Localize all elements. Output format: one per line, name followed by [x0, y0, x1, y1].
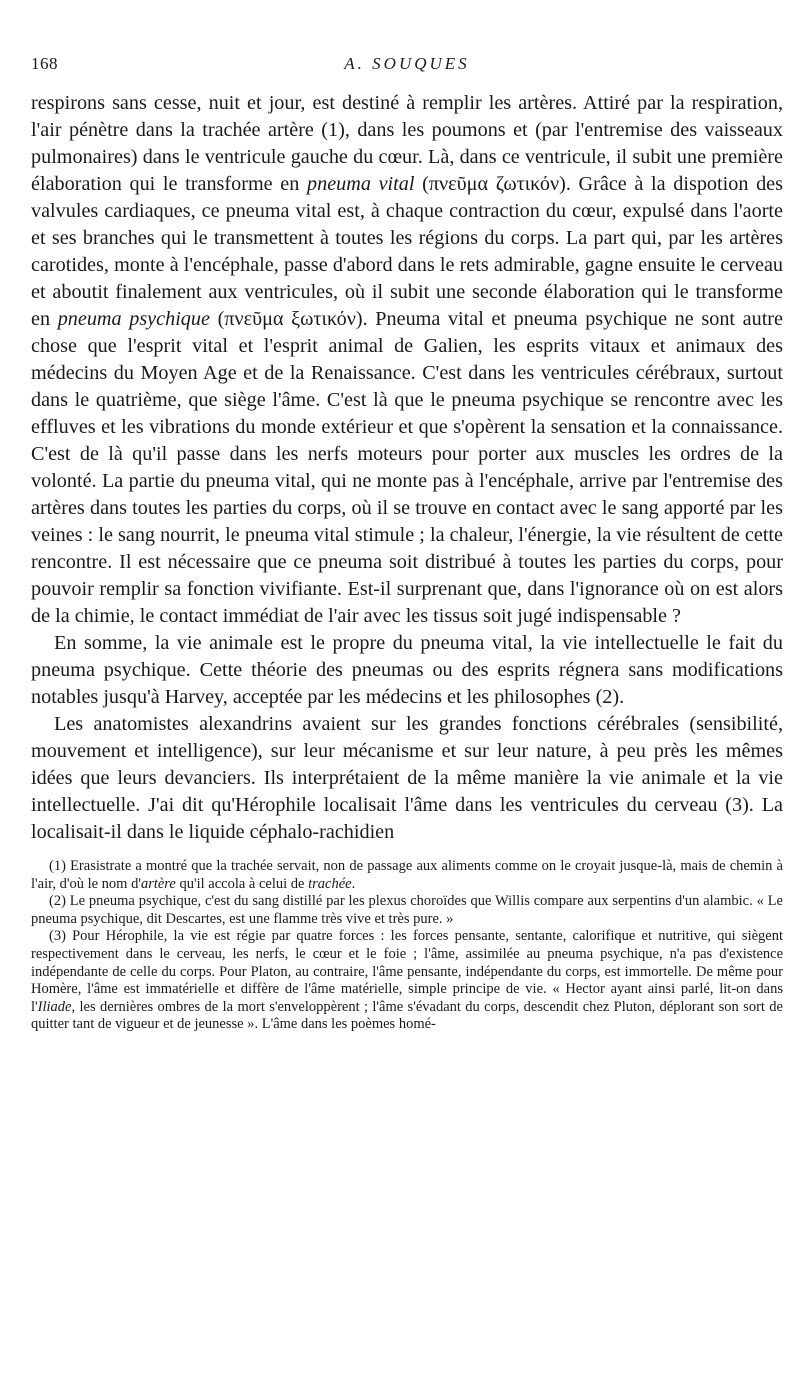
- running-title: A. SOUQUES: [344, 54, 470, 73]
- italic-term: pneuma vital: [307, 173, 415, 195]
- text-run: respirons sans cesse, nuit et jour, est destiné à remplir les artères. Attiré par la respiration, l'air pénètre dans la trachée artère (1), dans les poumons et (par l'entremise des vaisseaux pulmonaires) dans le ventricule gauche du cœur. Là, dans ce ventricule, il subit une première élaboration qui le transforme en: [31, 92, 783, 195]
- italic-term: pneuma psychique: [57, 308, 210, 330]
- paragraph: Les anatomistes alexandrins avaient sur les grandes fonctions cérébrales (sensibilité, mouvement et intelligence), sur leur mécanisme et sur leur nature, à peu près les mêmes idées que leurs devanciers. Ils interprétaient de la même manière la vie animale et la vie intellectuelle. J'ai dit qu'Hérophile localisait l'âme dans les ventricules du cerveau (3). La localisait-il dans le liquide céphalo-rachidien: [31, 713, 783, 843]
- page-number: 168: [31, 54, 58, 73]
- footnote: [31, 858, 783, 893]
- footnotes: [31, 858, 783, 1034]
- paragraph: [31, 90, 783, 630]
- footnote: [31, 928, 783, 1034]
- book-page: [31, 54, 783, 1034]
- italic-term: trachée: [308, 875, 352, 892]
- text-run: , les dernières ombres de la mort s'enveloppèrent ; l'âme s'évadant du corps, descendit chez Pluton, déplorant son sort de quitter tant de vigueur et de jeunesse ». L'âme dans les poèmes homé-: [31, 998, 783, 1033]
- text-run: (1) Erasistrate a montré que la trachée servait, non de passage aux aliments comme on le croyait jusque-là, mais de chemin à l'air, d'où le nom d': [31, 858, 783, 892]
- paragraph: En somme, la vie animale est le propre du pneuma vital, la vie intellectuelle le fait du pneuma psychique. Cette théorie des pneumas ou des esprits régnera sans modifications notables jusqu'à Harvey, acceptée par les médecins et les philosophes (2).: [31, 632, 783, 708]
- text-run: (πνεῦμα ξωτικόν). Pneuma vital et pneuma psychique ne sont autre chose que l'esprit vital et l'esprit animal de Galien, les esprits vitaux et animaux des médecins du Moyen Age et de la Renaissance. C'est dans les ventricules cérébraux, surtout dans le quatrième, que siège l'âme. C'est là que le pneuma psychique se rencontre avec les effluves et les vibrations du monde extérieur et que s'opèrent la sensation et la connaissance. C'est de là qu'il passe dans les nerfs moteurs pour porter aux muscles les ordres de la volonté. La partie du pneuma vital, qui ne monte pas à l'encéphale, arrive par l'entremise des artères dans toutes les parties du corps, où il se trouve en contact avec le sang apporté par les veines : le sang nourrit, le pneuma vital stimule ; la chaleur, l'énergie, la vie résultent de cette rencontre. Il est nécessaire que ce pneuma soit distribué à toutes les parties du corps, pour pouvoir remplir sa fonction vivifiante. Est-il surprenant que, dans l'ignorance où on est alors de la chimie, le contact immédiat de l'air avec les tissus soit jugé indispensable ?: [31, 308, 783, 627]
- text-run: qu'il accola à celui de: [175, 875, 309, 892]
- text-run: .: [351, 875, 356, 892]
- page-header: [31, 54, 783, 84]
- italic-term: Iliade: [37, 998, 72, 1015]
- text-run: (3) Pour Hérophile, la vie est régie par quatre forces : les forces pensante, sentante, calorifique et nutritive, qui siègent respectivement dans le cerveau, les nerfs, le cœur et le foie ; l'âme, assimilée au pneuma psychique, n'a pas d'existence indépendante de celle du corps. Pour Platon, au contraire, l'âme pensante, indépendante du corps, est immortelle. De même pour Homère, l'âme est immatérielle et diffère de l'âme matérielle, simple principe de vie. « Hector ayant ainsi parlé, lit-on dans l': [31, 928, 783, 1015]
- italic-term: artère: [140, 875, 176, 892]
- main-text: [31, 90, 783, 846]
- footnote: (2) Le pneuma psychique, c'est du sang distillé par les plexus choroïdes que Willis compare aux serpentins d'un alambic. « Le pneuma psychique, dit Descartes, est une flamme très vive et très pure. »: [31, 893, 783, 927]
- text-run: (πνεῦμα ζωτικόν). Grâce à la dispotion des valvules cardiaques, ce pneuma vital est, à chaque contraction du cœur, expulsé dans l'aorte et ses branches qui le transmettent à toutes les régions du corps. La part qui, par les artères carotides, monte à l'encéphale, passe d'abord dans le rets admirable, gagne ensuite le cerveau et aboutit finalement aux ventricules, où il subit une seconde élaboration qui le transforme en: [31, 173, 783, 330]
